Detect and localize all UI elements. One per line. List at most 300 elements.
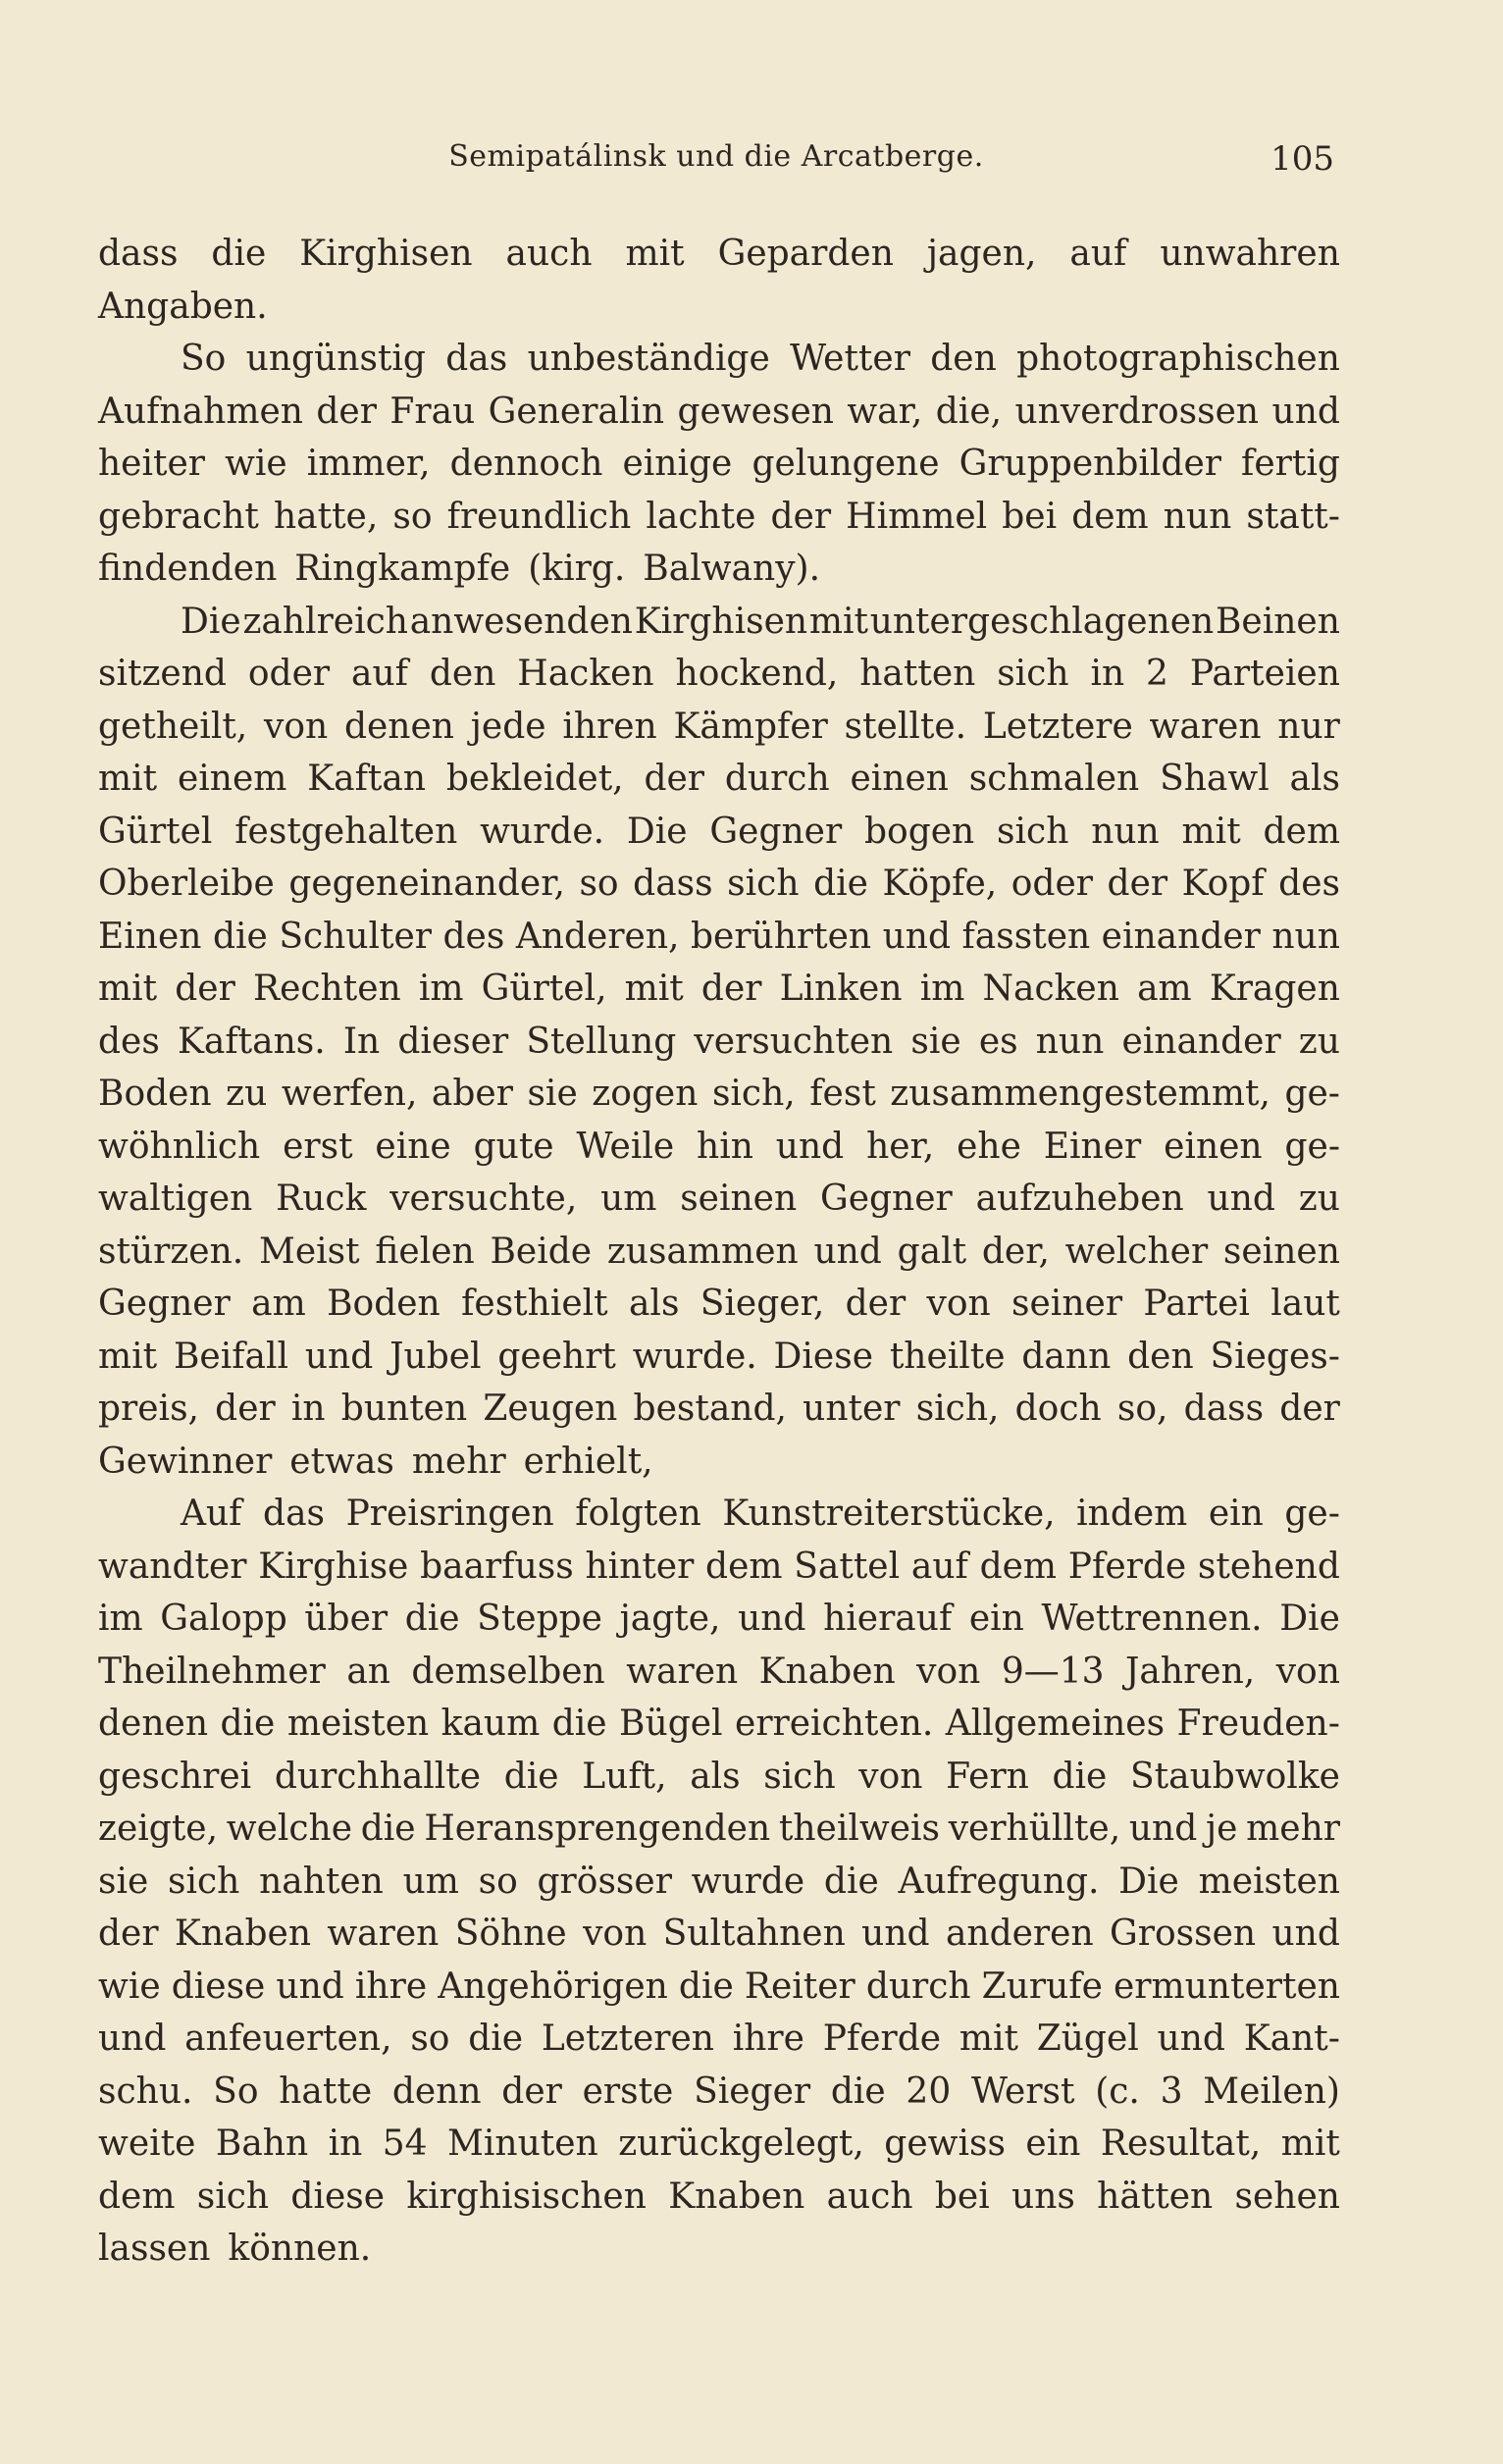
word: dem: [1071, 496, 1149, 537]
word: lachte: [646, 496, 756, 537]
word: sich: [997, 654, 1069, 694]
word: sich: [168, 1861, 240, 1902]
word: fielen: [375, 1231, 475, 1272]
word: seiner: [1011, 1284, 1123, 1324]
word: und: [304, 1336, 374, 1377]
word: so: [579, 864, 619, 904]
word: von: [858, 1756, 923, 1797]
word: statt-: [1246, 496, 1340, 537]
word: auf: [910, 1546, 968, 1587]
word: durch: [724, 759, 830, 799]
text-line: [98, 491, 1340, 544]
word: der: [1107, 864, 1168, 904]
word: Köpfe,: [882, 864, 998, 904]
word: nun: [1271, 916, 1340, 957]
word: Diese: [773, 1336, 873, 1377]
word: Gegner: [819, 1179, 953, 1219]
word: zusammen: [606, 1231, 799, 1272]
text-line: [98, 281, 1340, 334]
word: Freuden-: [1176, 1704, 1340, 1744]
text-line: [98, 1856, 1340, 1909]
word: her,: [866, 1126, 935, 1167]
word: und: [98, 2018, 167, 2059]
word: 20: [906, 2071, 952, 2112]
word: es: [978, 1021, 1018, 1062]
word: Die: [626, 811, 688, 852]
word: dass: [1183, 1389, 1265, 1429]
word: die: [212, 916, 268, 957]
word: Stellung: [526, 1021, 677, 1062]
word: der: [1279, 1389, 1340, 1429]
word: meisten: [286, 1704, 430, 1744]
text-line: [98, 1751, 1340, 1804]
word: mit: [625, 234, 685, 274]
word: bunten: [340, 1389, 468, 1429]
text-line: [98, 701, 1340, 754]
word: dann: [1021, 1336, 1112, 1377]
word: Söhne: [454, 1914, 567, 1954]
word: ge-: [1284, 1126, 1340, 1167]
word: und: [882, 916, 951, 957]
word: Boden: [327, 1284, 441, 1324]
word: Knaben: [174, 1914, 311, 1954]
word: Allgemeines: [945, 1704, 1166, 1744]
text-line: [98, 648, 1340, 701]
word: zu: [1298, 1179, 1340, 1219]
word: den: [930, 339, 997, 379]
word: oder: [247, 654, 331, 694]
word: mit: [808, 601, 868, 642]
word: Fern: [946, 1756, 1029, 1797]
word: bestand,: [633, 1389, 787, 1429]
word: und: [813, 1231, 882, 1272]
word: Steppe: [477, 1599, 602, 1639]
word: (kirg.: [528, 549, 626, 589]
word: lassen: [98, 2228, 211, 2269]
text-line: [98, 911, 1340, 964]
word: von: [926, 1284, 991, 1324]
word: laut: [1270, 1284, 1340, 1324]
word: Rechten: [252, 969, 401, 1009]
word: wie: [225, 444, 287, 484]
word: um: [402, 1861, 459, 1902]
word: den: [429, 654, 496, 694]
word: des: [1278, 864, 1340, 904]
word: sich: [763, 1756, 836, 1797]
word: Gruppenbilder: [959, 444, 1221, 484]
word: denn: [391, 2071, 482, 2112]
word: kaum: [441, 1704, 541, 1744]
word: einige: [622, 444, 733, 484]
word: 54: [382, 2123, 428, 2164]
text-line: [98, 1016, 1340, 1069]
word: und: [738, 1599, 806, 1639]
word: mit: [1181, 811, 1241, 852]
word: Beide: [490, 1231, 593, 1272]
word: über: [304, 1599, 389, 1639]
word: Wetter: [790, 339, 910, 379]
word: Sultahnen: [662, 1914, 846, 1954]
word: in: [1090, 654, 1125, 694]
word: gelungene: [752, 444, 940, 484]
word: fassten: [961, 916, 1091, 957]
word: Kragen: [1209, 969, 1340, 1009]
word: und: [1271, 391, 1340, 432]
word: erst: [283, 1126, 353, 1167]
word: aber: [431, 1074, 513, 1114]
word: mehr: [411, 1441, 506, 1482]
word: welche: [226, 1809, 353, 1849]
word: jede: [470, 706, 546, 747]
word: 3: [1160, 2071, 1183, 2112]
word: sie: [910, 1021, 961, 1062]
word: Letzteren: [541, 2018, 714, 2059]
word: Kirghise: [258, 1546, 409, 1587]
word: nun: [1035, 1021, 1105, 1062]
word: je: [1205, 1809, 1238, 1849]
word: Angaben.: [98, 286, 268, 327]
word: bei: [1002, 496, 1058, 537]
word: im: [98, 1599, 143, 1639]
word: zahlreich: [242, 601, 408, 642]
word: einander: [1121, 1021, 1281, 1062]
word: Sieges-: [1210, 1336, 1340, 1377]
word: Balwany).: [643, 549, 821, 589]
word: sich: [196, 2176, 270, 2217]
word: Frau: [389, 391, 476, 432]
word: doch: [1014, 1389, 1102, 1429]
word: Wettrennen.: [1041, 1599, 1263, 1639]
word: sie: [98, 1861, 149, 1902]
word: wandter: [98, 1546, 247, 1587]
word: die: [823, 1861, 879, 1902]
word: Shawl: [1160, 759, 1270, 799]
word: Ringkampfe: [294, 549, 511, 589]
word: einem: [177, 759, 287, 799]
text-line: [98, 2223, 1340, 2276]
word: hatten: [859, 654, 976, 694]
word: stehend: [1197, 1546, 1340, 1587]
word: auch: [826, 2176, 913, 2217]
word: meisten: [1198, 1861, 1340, 1902]
word: ehe: [957, 1126, 1021, 1167]
word: verhüllte,: [948, 1809, 1121, 1849]
word: 2: [1146, 654, 1168, 694]
word: Aufnahmen: [98, 391, 303, 432]
word: sich: [727, 864, 800, 904]
text-line: [98, 596, 1340, 649]
word: um: [600, 1179, 657, 1219]
word: nun: [1091, 811, 1160, 852]
word: der: [770, 496, 832, 537]
word: schu.: [98, 2071, 193, 2112]
word: stellte.: [844, 706, 967, 747]
word: ge-: [1284, 1494, 1340, 1534]
word: berührten: [690, 916, 872, 957]
word: wöhnlich: [98, 1126, 261, 1167]
word: erste: [582, 2071, 674, 2112]
word: Jahren,: [1125, 1651, 1256, 1692]
word: Gürtel,: [481, 969, 607, 1009]
word: gewiss: [884, 2123, 1006, 2164]
word: photographischen: [1016, 339, 1340, 379]
word: Geparden: [717, 234, 894, 274]
word: So: [213, 2071, 259, 2112]
text-line: [98, 1803, 1340, 1856]
word: sich,: [711, 1074, 796, 1114]
word: so: [410, 2018, 450, 2059]
word: anwesenden: [409, 601, 633, 642]
word: grösser: [537, 1861, 672, 1902]
word: Kirghisen: [299, 234, 473, 274]
word: gegeneinander,: [288, 864, 565, 904]
word: dem: [705, 1546, 783, 1587]
word: heiter: [98, 444, 205, 484]
word: ge-: [1284, 1074, 1340, 1114]
word: dem: [979, 1546, 1058, 1587]
word: der: [175, 969, 235, 1009]
word: bogen: [863, 811, 975, 852]
word: Pferde: [822, 2018, 942, 2059]
word: Knaben: [758, 1651, 896, 1692]
word: und: [775, 1126, 845, 1167]
word: Meilen): [1203, 2071, 1340, 2112]
word: Pferde: [1067, 1546, 1187, 1587]
word: hatte: [279, 2071, 373, 2112]
word: in: [290, 1389, 326, 1429]
word: Kunstreiterstücke,: [722, 1494, 1056, 1534]
word: indem: [1076, 1494, 1188, 1534]
text-line: [98, 1226, 1340, 1279]
word: Knaben: [668, 2176, 805, 2217]
word: der: [316, 391, 377, 432]
word: schmalen: [968, 759, 1140, 799]
word: baarfuss: [420, 1546, 574, 1587]
word: können.: [228, 2228, 372, 2269]
word: so,: [1116, 1389, 1168, 1429]
word: Kopf: [1181, 864, 1265, 904]
word: werfen,: [281, 1074, 418, 1114]
word: bei: [934, 2176, 990, 2217]
word: findenden: [98, 549, 278, 589]
text-line: [98, 1436, 1340, 1489]
word: Zurufe: [981, 1966, 1103, 2007]
word: Nacken: [982, 969, 1119, 1009]
word: getheilt,: [98, 706, 248, 747]
word: eine: [375, 1126, 451, 1167]
word: waren: [1149, 706, 1262, 747]
word: wie: [98, 1966, 161, 2007]
word: Einen: [98, 916, 202, 957]
word: erhielt,: [523, 1441, 653, 1482]
word: die: [503, 1756, 559, 1797]
word: dass: [633, 864, 713, 904]
word: den: [1127, 1336, 1194, 1377]
word: denen: [98, 1704, 209, 1744]
word: auch: [505, 234, 593, 274]
word: Die: [1118, 1861, 1179, 1902]
text-line: [98, 1961, 1340, 2014]
word: freundlich: [446, 496, 632, 537]
word: dem: [98, 2176, 176, 2217]
word: seinen: [680, 1179, 798, 1219]
word: sich,: [915, 1389, 1000, 1429]
word: und: [861, 1914, 930, 1954]
word: Kaftans.: [177, 1021, 326, 1062]
word: (c.: [1095, 2071, 1140, 2112]
word: einen: [1164, 1126, 1263, 1167]
word: hin: [697, 1126, 753, 1167]
word: ihre: [732, 2018, 804, 2059]
word: Sattel: [794, 1546, 901, 1587]
text-line: [98, 228, 1340, 281]
word: galt: [897, 1231, 967, 1272]
word: Staubwolke: [1130, 1756, 1340, 1797]
text-line: [98, 1488, 1340, 1541]
word: der: [215, 1389, 276, 1429]
word: Schulter: [279, 916, 433, 957]
word: etwas: [289, 1441, 394, 1482]
word: mit: [1280, 2123, 1340, 2164]
word: Resultat,: [1100, 2123, 1262, 2164]
word: Partei: [1143, 1284, 1250, 1324]
word: die: [1052, 1756, 1108, 1797]
word: dennoch: [449, 444, 603, 484]
word: und: [1271, 1914, 1340, 1954]
word: war,: [847, 391, 923, 432]
word: zurückgelegt,: [618, 2123, 864, 2164]
word: Einer: [1043, 1126, 1142, 1167]
text-line: [98, 2013, 1340, 2066]
word: mit: [98, 759, 158, 799]
word: versuchte,: [389, 1179, 578, 1219]
word: mit: [624, 969, 684, 1009]
word: mehr: [1246, 1809, 1340, 1849]
word: Meist: [259, 1231, 360, 1272]
word: Sieger,: [700, 1284, 825, 1324]
word: im: [418, 969, 464, 1009]
word: immer,: [306, 444, 431, 484]
text-line: [98, 806, 1340, 859]
word: Die: [181, 601, 241, 642]
word: der: [98, 1914, 159, 1954]
text-line: [98, 1646, 1340, 1699]
word: nahten: [259, 1861, 384, 1902]
word: dass: [98, 234, 179, 274]
word: geehrt: [497, 1336, 616, 1377]
text-line: [98, 858, 1340, 911]
word: des: [98, 1021, 160, 1062]
word: dem: [1263, 811, 1340, 852]
text-line: [98, 1068, 1340, 1121]
word: nur: [1277, 706, 1340, 747]
word: das: [445, 339, 508, 379]
word: als: [628, 1284, 680, 1324]
text-line: [98, 2066, 1340, 2119]
word: zu: [1298, 1021, 1340, 1062]
word: im: [919, 969, 965, 1009]
word: stürzen.: [98, 1231, 244, 1272]
text-line: [98, 1698, 1340, 1751]
word: denen: [343, 706, 454, 747]
body-text: [98, 228, 1340, 2276]
word: Weile: [576, 1126, 675, 1167]
word: nun: [1163, 496, 1232, 537]
word: von: [264, 706, 329, 747]
word: Ruck: [276, 1179, 367, 1219]
word: welcher: [1064, 1231, 1209, 1272]
word: hierauf: [823, 1599, 953, 1639]
word: Boden: [98, 1074, 212, 1114]
word: sich: [997, 811, 1069, 852]
word: Hacken: [517, 654, 654, 694]
word: Jubel: [389, 1336, 482, 1377]
word: jagen,: [926, 234, 1037, 274]
word: durch: [865, 1966, 971, 2007]
word: diese: [290, 2176, 386, 2217]
word: Linken: [779, 969, 903, 1009]
word: durchhallte: [274, 1756, 482, 1797]
word: des: [442, 916, 505, 957]
word: Luft,: [582, 1756, 667, 1797]
word: Oberleibe: [98, 864, 275, 904]
running-head: [98, 139, 1334, 184]
word: in: [328, 2123, 363, 2164]
word: Beifall: [173, 1336, 289, 1377]
text-line: [98, 1541, 1340, 1594]
word: Anderen,: [515, 916, 680, 957]
word: untergeschlagenen: [869, 601, 1215, 642]
text-line: [98, 1383, 1340, 1436]
word: Zeugen: [483, 1389, 618, 1429]
word: Angehörigen: [438, 1966, 668, 2007]
word: die: [468, 2018, 524, 2059]
word: theilte: [889, 1336, 1006, 1377]
word: uns: [1011, 2176, 1075, 2217]
word: gebracht: [98, 496, 259, 537]
word: von: [583, 1914, 648, 1954]
word: das: [263, 1494, 326, 1534]
word: ein: [1025, 2123, 1081, 2164]
word: zeigte,: [98, 1809, 219, 1849]
text-line: [98, 438, 1340, 491]
word: Gegner: [98, 1284, 231, 1324]
text-line: [98, 333, 1340, 386]
word: so: [478, 1861, 518, 1902]
word: auf: [1069, 234, 1127, 274]
word: und: [1128, 1809, 1198, 1849]
word: festgehalten: [234, 811, 458, 852]
word: versuchten: [694, 1021, 894, 1062]
word: Gegner: [709, 811, 843, 852]
word: und: [1207, 1179, 1275, 1219]
word: und: [1157, 2018, 1225, 2059]
word: Bahn: [215, 2123, 309, 2164]
word: wurde: [691, 1861, 805, 1902]
word: Minuten: [447, 2123, 598, 2164]
word: die: [813, 864, 868, 904]
word: Gürtel: [98, 811, 213, 852]
word: theilweis: [778, 1809, 940, 1849]
word: am: [1137, 969, 1192, 1009]
word: weite: [98, 2123, 196, 2164]
word: festhielt: [461, 1284, 608, 1324]
word: sie: [527, 1074, 578, 1114]
word: waren: [327, 1914, 440, 1954]
word: Gewinner: [98, 1441, 273, 1482]
word: wurde.: [480, 811, 605, 852]
word: oder: [1011, 864, 1093, 904]
